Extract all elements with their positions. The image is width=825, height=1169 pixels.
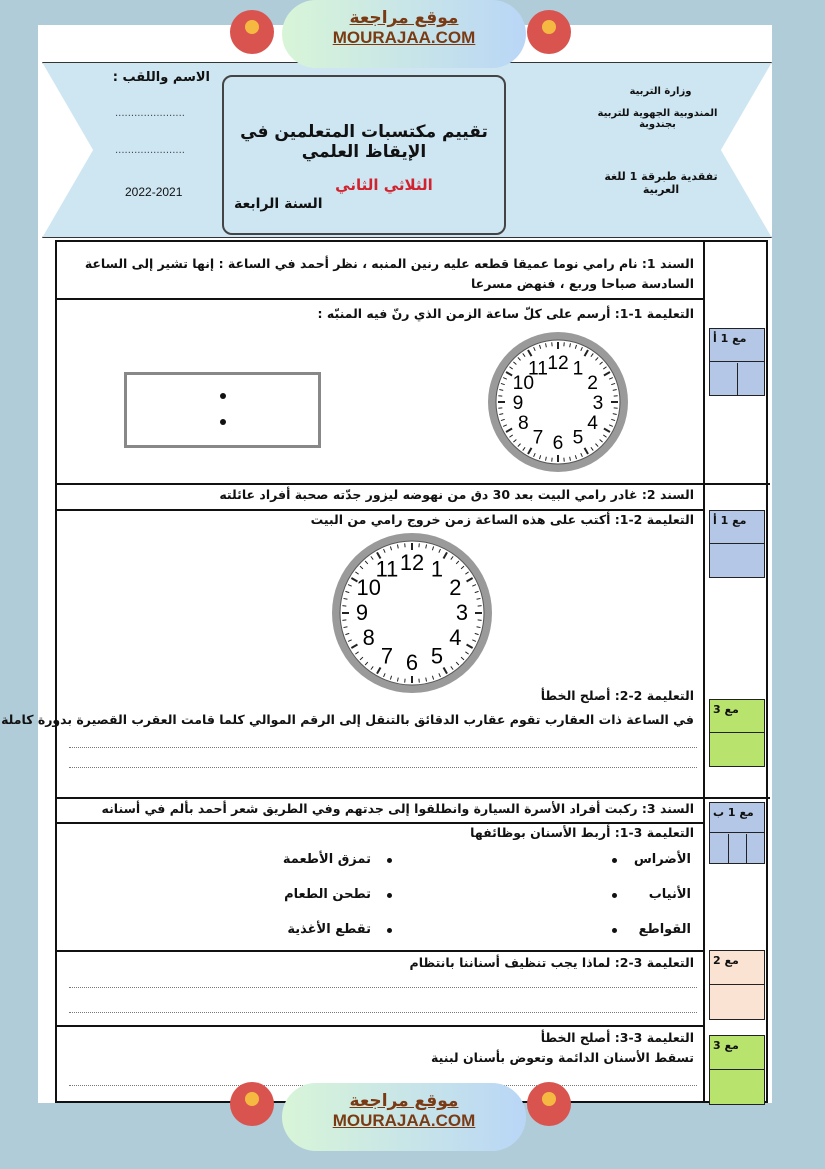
score-label: مع 1 أ	[710, 511, 764, 544]
tooth-function: تمزق الأطعمة	[282, 852, 371, 867]
clock-number: 10	[512, 373, 535, 394]
match-point[interactable]	[387, 928, 392, 933]
clock-number: 8	[362, 625, 375, 650]
clock-number: 11	[375, 556, 399, 582]
clock-number: 12	[547, 353, 569, 374]
answer-line[interactable]	[69, 1012, 697, 1013]
task-3-3: التعليمة 3-3: أصلح الخطأ	[540, 1030, 694, 1045]
score-box-3-3	[709, 1035, 765, 1105]
grade: السنة الرابعة	[234, 196, 323, 212]
clock-number: 3	[592, 393, 604, 414]
watermark-arabic: موقع مراجعة	[349, 8, 459, 28]
term: الثلاثي الثاني	[335, 176, 433, 194]
site-logo-icon	[230, 10, 274, 54]
task-3-2: التعليمة 3-2: لماذا يجب تنظيف أسناننا بانتظام	[409, 955, 694, 970]
score-box-2-2	[709, 699, 765, 767]
site-logo-icon	[230, 1082, 274, 1126]
task-1-1: التعليمة 1-1: أرسم على كلّ ساعة الزمن الذي رنّ فيه المنبّه :	[317, 306, 694, 321]
clock-number: 5	[572, 427, 584, 449]
task-3-1: التعليمة 3-1: أربط الأسنان بوظائفها	[470, 825, 694, 840]
analog-clock-2[interactable]	[330, 531, 494, 695]
context-1: السند 1: نام رامي نوما عميقا قطعه عليه رنين المنبه ، نظر أحمد في الساعة : إنها تشير إلى الساعة السادسة صباحا وربع ، فنهض مسرعا	[84, 256, 694, 291]
clock-number: 2	[587, 373, 598, 394]
name-label: الاسم واللقب :	[112, 70, 210, 85]
watermark-badge-bottom[interactable]	[282, 1083, 526, 1151]
digital-clock-blank[interactable]	[124, 372, 321, 448]
clock-number: 8	[518, 413, 529, 434]
clock-number: 1	[572, 358, 584, 380]
match-point[interactable]	[387, 893, 392, 898]
score-box-3-2	[709, 950, 765, 1020]
inspection: تفقدية طبرقة 1 للغة العربية	[604, 170, 718, 196]
score-label: مع 2	[710, 951, 764, 985]
watermark-latin: MOURAJAA.COM	[332, 28, 476, 47]
score-label: مع 1 ب	[710, 803, 764, 833]
clock-number: 12	[399, 550, 425, 575]
clock-number: 11	[528, 358, 548, 380]
answer-line[interactable]	[69, 987, 697, 988]
name-line[interactable]: ......................	[115, 108, 185, 119]
tooth-function: تقطع الأغذية	[287, 922, 371, 937]
score-box-2-1	[709, 510, 765, 578]
title-scroll	[222, 75, 506, 235]
score-box-1	[709, 328, 765, 396]
tooth-function: تطحن الطعام	[284, 887, 371, 902]
clock-number: 3	[455, 600, 469, 625]
name-line[interactable]: ......................	[115, 145, 185, 156]
clock-number: 9	[355, 600, 369, 625]
score-label: مع 3	[710, 1036, 764, 1070]
clock-number: 7	[532, 427, 544, 449]
answer-line[interactable]	[69, 747, 697, 748]
site-logo-icon	[527, 1082, 571, 1126]
score-label: مع 3	[710, 700, 764, 733]
clock-number: 4	[449, 625, 462, 650]
watermark-arabic: موقع مراجعة	[349, 1091, 459, 1111]
task-2-2: التعليمة 2-2: أصلح الخطأ	[540, 688, 694, 703]
context-3: السند 3: ركبت أفراد الأسرة السيارة وانطلقوا إلى جدتهم وفي الطريق شعر أحمد بألم في أسنانه	[101, 801, 694, 816]
clock-number: 10	[356, 575, 381, 600]
match-point[interactable]	[387, 858, 392, 863]
clock-number: 6	[552, 433, 564, 454]
analog-clock-1[interactable]	[486, 330, 630, 474]
clock-number: 9	[512, 393, 524, 414]
exam-title: تقييم مكتسبات المتعلمين في الإيقاظ العلمي	[240, 122, 488, 162]
answer-line[interactable]	[69, 767, 697, 768]
clock-number: 5	[430, 643, 444, 669]
clock-number: 1	[430, 556, 444, 582]
site-logo-icon	[527, 10, 571, 54]
statement-3-3: تسقط الأسنان الدائمة وتعوض بأسنان لبنية	[431, 1050, 694, 1065]
watermark-latin: MOURAJAA.COM	[332, 1111, 476, 1130]
clock-number: 4	[587, 413, 598, 434]
ministry: وزارة التربية	[629, 86, 692, 97]
tooth-type: الأنياب	[648, 887, 691, 902]
clock-number: 7	[380, 643, 394, 669]
tooth-type: القواطع	[638, 922, 691, 937]
score-label: مع 1 أ	[710, 329, 764, 362]
statement-2-2: في الساعة ذات العقارب تقوم عقارب الدقائق بالتنقل إلى الرقم الموالي كلما قامت العقرب القصيرة بدورة كاملة	[1, 712, 694, 727]
tooth-type: الأضراس	[633, 852, 691, 867]
match-point[interactable]	[612, 893, 617, 898]
clock-number: 6	[405, 650, 419, 675]
match-point[interactable]	[612, 858, 617, 863]
school-year: 2022-2021	[125, 185, 183, 199]
directorate: المندوبية الجهوية للتربية بجندوبة	[597, 108, 718, 130]
match-point[interactable]	[612, 928, 617, 933]
score-box-3-1	[709, 802, 765, 864]
clock-number: 2	[449, 575, 462, 600]
watermark-badge-top[interactable]	[282, 0, 526, 68]
context-2: السند 2: غادر رامي البيت بعد 30 دق من نهوضه ليزور جدّته صحبة أفراد عائلته	[219, 487, 694, 502]
task-2-1: التعليمة 2-1: أكتب على هذه الساعة زمن خروج رامي من البيت	[310, 512, 694, 527]
